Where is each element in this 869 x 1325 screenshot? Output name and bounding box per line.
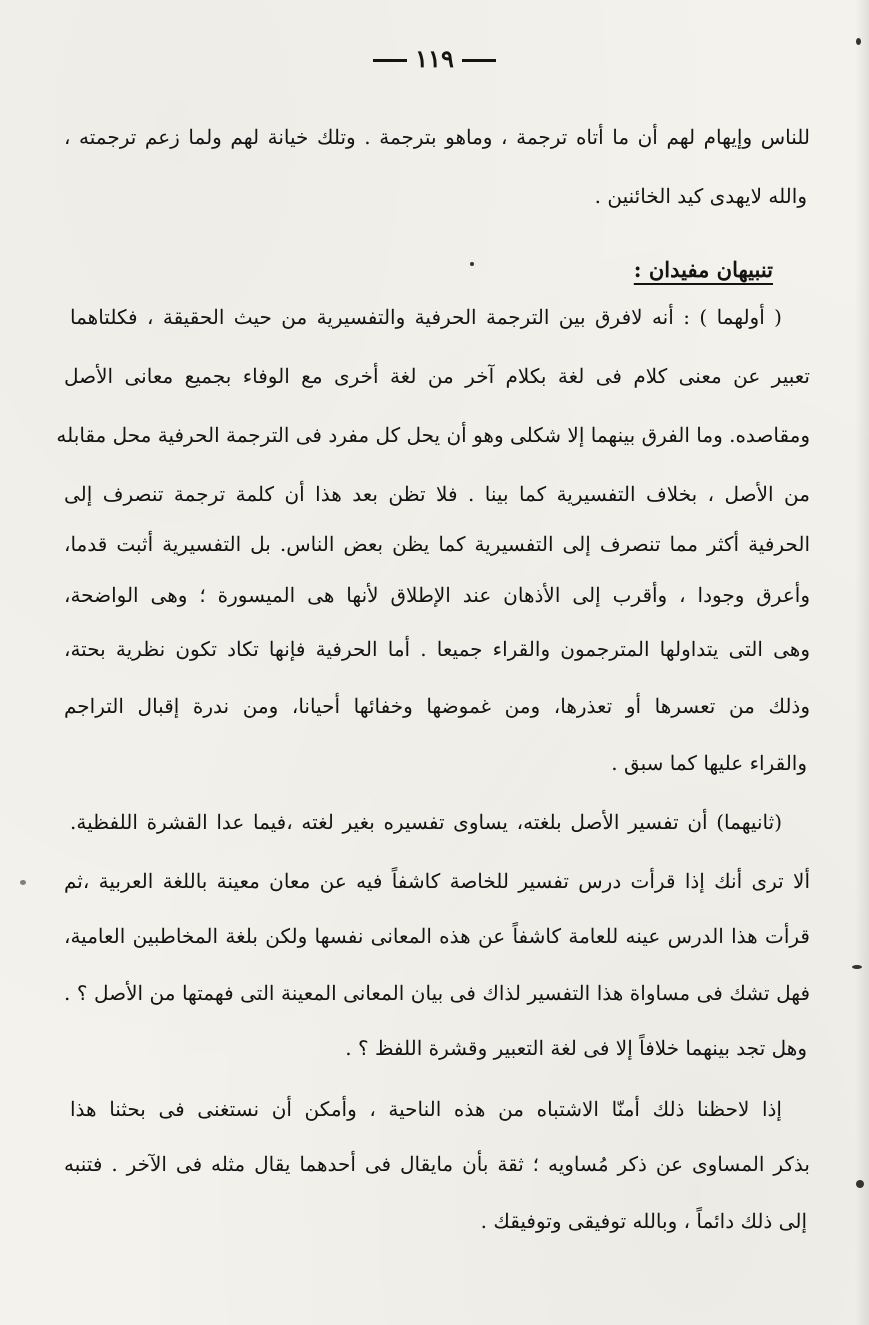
text-line: إذا لاحظنا ذلك أمنّا الاشتباه من هذه الناحية ، وأمكن أن نستغنى فى بحثنا هذا [70,1097,782,1121]
text-line: قرأت هذا الدرس عينه للعامة كاشفاً عن هذه المعانى نفسها ولكن بلغة المخاطبين العامية، [64,924,810,948]
scan-speck [856,38,861,45]
text-line: وهل تجد بينهما خلافاً إلا فى لغة التعبير وقشرة اللفظ ؟ . [345,1036,807,1060]
page-number-dash-right [462,59,496,62]
text-line: ومقاصده. وما الفرق بينهما إلا شكلى وهو أن يحل كل مفرد فى الترجمة الحرفية محل مقابله [56,423,810,447]
text-line: ( أولهما ) : أنه لافرق بين الترجمة الحرفية والتفسيرية من حيث الحقيقة ، فكلتاهما [70,305,782,329]
text-line: ألا ترى أنك إذا قرأت درس تفسير للخاصة كاشفاً فيه عن معان معينة باللغة العربية ،ثم [64,869,810,893]
page-number [0,44,869,73]
text-line: الحرفية أكثر مما تنصرف إلى التفسيرية كما يظن بعض الناس. بل التفسيرية أثبت قدما، [64,532,810,556]
text-line: تعبير عن معنى كلام فى لغة بكلام آخر من لغة أخرى مع الوفاء بجميع معانى الأصل [64,364,810,388]
page-edge-shadow [855,0,869,1325]
scan-speck [856,1180,864,1188]
text-line: والله لايهدى كيد الخائنين . [594,184,807,208]
text-line: إلى ذلك دائماً ، وبالله توفيقى وتوفيقك . [480,1209,807,1233]
scan-speck [470,262,474,266]
scan-speck [20,880,26,885]
text-line: (ثانيهما) أن تفسير الأصل بلغته، يساوى تفسيره بغير لغته ،فيما عدا القشرة اللفظية. [70,810,782,834]
text-line: بذكر المساوى عن ذكر مُساويه ؛ ثقة بأن مايقال فى أحدهما يقال مثله فى الآخر . فتنبه [64,1152,810,1176]
section-heading: تنبيهان مفيدان : [633,257,773,282]
text-line: للناس وإيهام لهم أن ما أتاه ترجمة ، وماهو بترجمة . وتلك خيانة لهم ولما زعم ترجمته ، [64,125,810,149]
scan-speck [852,965,862,969]
text-line: من الأصل ، بخلاف التفسيرية كما بينا . فلا تظن بعد هذا أن كلمة ترجمة تنصرف إلى [64,482,810,506]
text-line: والقراء عليها كما سبق . [611,751,807,775]
page-number-dash-left [373,59,407,62]
text-line: وأعرق وجودا ، وأقرب إلى الأذهان عند الإطلاق لأنها هى الميسورة ؛ وهى الواضحة، [64,583,810,607]
text-line: فهل تشك فى مساواة هذا التفسير لذاك فى بيان المعانى المعينة التى فهمتها من الأصل ؟ . [64,981,810,1005]
text-line: وذلك من تعسرها أو تعذرها، ومن غموضها وخفائها أحيانا، ومن ندرة إقبال التراجم [64,694,810,718]
page-number-text: ١١٩ [415,44,454,73]
text-line: وهى التى يتداولها المترجمون والقراء جميعا . أما الحرفية فإنها تكاد تكون نظرية بحتة، [64,637,810,661]
